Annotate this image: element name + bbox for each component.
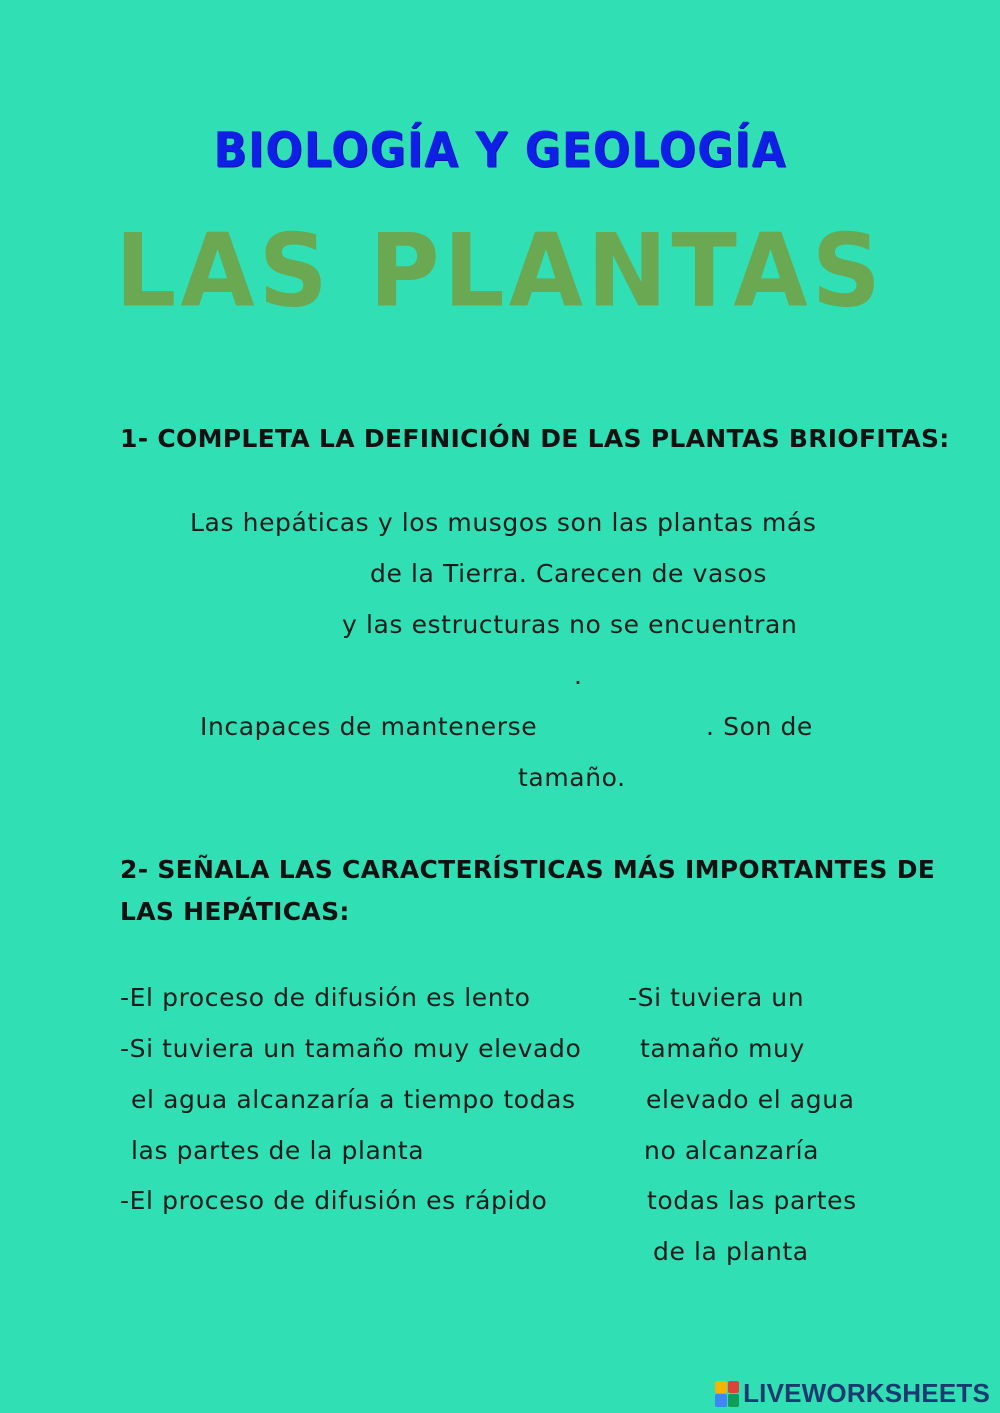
watermark (715, 1378, 990, 1409)
option-left-line: las partes de la planta (131, 1136, 425, 1165)
option-left-line: -El proceso de difusión es lento (120, 983, 531, 1012)
section1-line: Las hepáticas y los musgos son las plantas más (190, 508, 817, 537)
liveworksheets-logo-icon (715, 1381, 739, 1407)
section2-heading: 2- SEÑALA LAS CARACTERÍSTICAS MÁS IMPORTANTES DE (120, 855, 936, 884)
option-right-line: elevado el agua (646, 1085, 855, 1114)
option-right-line: tamaño muy (640, 1034, 805, 1063)
section1-line: y las estructuras no se encuentran (342, 610, 798, 639)
option-left-line: el agua alcanzaría a tiempo todas (131, 1085, 576, 1114)
section1-heading: 1- COMPLETA LA DEFINICIÓN DE LAS PLANTAS BRIOFITAS: (120, 424, 950, 453)
option-right-line: no alcanzaría (644, 1136, 820, 1165)
section2-heading: LAS HEPÁTICAS: (120, 897, 350, 926)
section1-line: . Son de (706, 712, 813, 741)
watermark-text: LIVEWORKSHEETS (743, 1378, 990, 1408)
section1-line: de la Tierra. Carecen de vasos (370, 559, 768, 588)
section1-line: Incapaces de mantenerse (200, 712, 538, 741)
option-left-line: -Si tuviera un tamaño muy elevado (120, 1034, 582, 1063)
section1-line: . (574, 661, 583, 690)
option-left-line: -El proceso de difusión es rápido (120, 1186, 548, 1215)
option-right-line: todas las partes (647, 1186, 857, 1215)
page-title: LAS PLANTAS (115, 212, 885, 330)
option-right-line: -Si tuviera un (628, 983, 805, 1012)
option-right-line: de la planta (653, 1237, 809, 1266)
section1-line: tamaño. (518, 763, 626, 792)
subject-title: BIOLOGÍA Y GEOLOGÍA (213, 122, 787, 179)
